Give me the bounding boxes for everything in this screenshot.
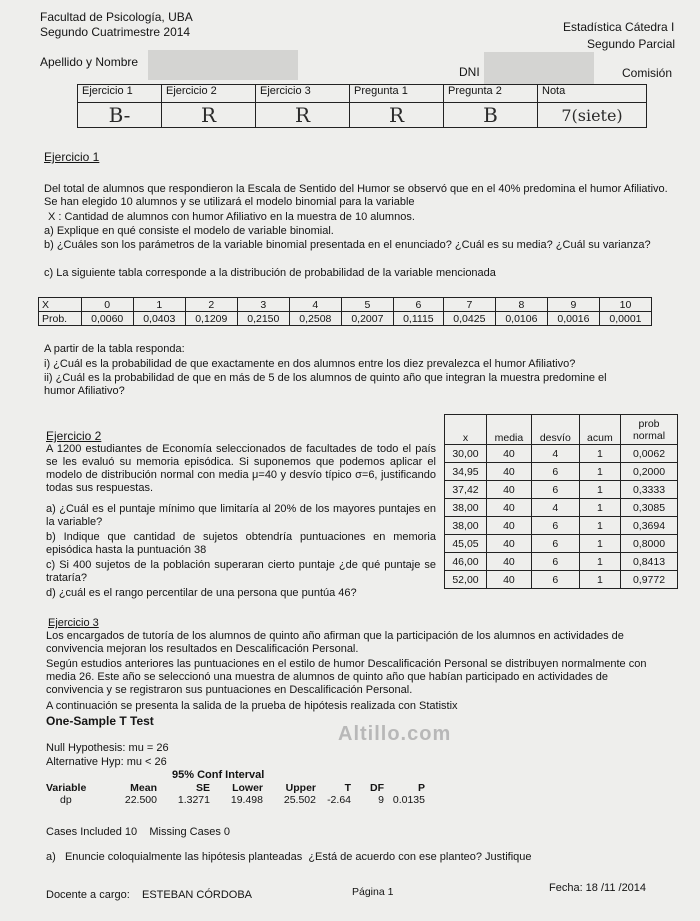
grade-mark: R [256, 103, 350, 128]
ex3-question-a: a) Enuncie coloquialmente las hipótesis planteadas ¿Está de acuerdo con ese planteo? Justifique [46, 851, 532, 863]
ex3-output-title: One-Sample T Test [46, 714, 154, 728]
normal-cell: 38,00 [445, 517, 487, 535]
prob-p-cell: 0,1115 [393, 312, 443, 326]
output-cell: -2.64 [327, 794, 351, 806]
probability-table [38, 297, 652, 326]
prob-p-cell: 0,1209 [185, 312, 237, 326]
prob-p-cell: 0,0106 [495, 312, 547, 326]
prob-p-cell: 0,2007 [341, 312, 393, 326]
prob-x-cell: 10 [599, 298, 651, 312]
output-cell: 9 [378, 794, 384, 806]
prob-p-cell: 0,0016 [547, 312, 599, 326]
normal-cell: 4 [531, 445, 579, 463]
ex1-question-ii: ii) ¿Cuál es la probabilidad de que en más de 5 de los alumnos de quinto año que integran la muestra predomine el humor Afiliativo? [44, 372, 607, 397]
ex2-question-a: a) ¿Cuál es el puntaje mínimo que limitaría al 20% de los mayores puntajes en la variable? [46, 503, 436, 528]
commission-label: Comisión [622, 66, 673, 80]
ex2-question-b: b) Indique que cantidad de sujetos obtendría puntuaciones en memoria episódica hasta la puntuación 38 [46, 531, 436, 556]
output-cell: dp [60, 794, 72, 806]
ex3-title: Ejercicio 3 [48, 617, 99, 629]
normal-cell: 40 [486, 499, 531, 517]
ex1-question-c: c) La siguiente tabla corresponde a la distribución de probabilidad de la variable mencionada [44, 267, 496, 279]
normal-cell: 40 [486, 481, 531, 499]
ex2-question-c: c) Si 400 sujetos de la población superaran cierto puntaje ¿de qué puntaje se trataría? [46, 559, 436, 584]
normal-cell: 1 [579, 463, 620, 481]
dni-label: DNI [459, 65, 480, 79]
ex2-question-d: d) ¿cuál es el rango percentilar de una persona que puntúa 46? [46, 587, 357, 599]
null-hypothesis: Null Hypothesis: mu = 26 [46, 742, 169, 754]
normal-table-header: desvío [531, 415, 579, 445]
ex1-title: Ejercicio 1 [44, 150, 100, 164]
normal-cell: 1 [579, 517, 620, 535]
prob-p-cell: 0,2508 [289, 312, 341, 326]
output-header: Mean [130, 782, 157, 794]
t-test-output [46, 782, 430, 806]
normal-cell: 40 [486, 535, 531, 553]
term-label: Segundo Cuatrimestre 2014 [40, 25, 191, 39]
grade-mark: 7(siete) [538, 103, 647, 128]
output-header: T [344, 782, 351, 794]
prob-p-cell: 0,0425 [443, 312, 495, 326]
teacher-line: Docente a cargo: ESTEBAN CÓRDOBA [46, 889, 253, 901]
normal-cell: 6 [531, 463, 579, 481]
altillo-watermark: Altillo.com [338, 723, 452, 745]
output-header: Upper [285, 782, 316, 794]
normal-cell: 1 [579, 553, 620, 571]
ex3-paragraph-1: Los encargados de tutoría de los alumnos de quinto año afirman que la participación de los alumnos en actividades de convivencia mejoran los resultados en Descalificación Personal. [46, 630, 624, 655]
grade-header: Ejercicio 2 [162, 85, 256, 103]
prob-row-label: Prob. [39, 312, 82, 326]
output-header: Variable [46, 782, 87, 794]
normal-cell: 6 [531, 553, 579, 571]
name-field [148, 50, 298, 80]
grade-header: Nota [538, 85, 647, 103]
grade-mark: R [162, 103, 256, 128]
normal-cell: 0,9772 [621, 571, 678, 589]
normal-cell: 40 [486, 463, 531, 481]
prob-x-cell: 8 [495, 298, 547, 312]
faculty-name: Facultad de Psicología, UBA [40, 10, 193, 24]
normal-cell: 1 [579, 445, 620, 463]
output-header: P [417, 782, 425, 794]
output-cell: 0.0135 [392, 794, 425, 806]
prob-p-cell: 0,0403 [133, 312, 185, 326]
normal-cell: 37,42 [445, 481, 487, 499]
name-label: Apellido y Nombre [40, 55, 139, 69]
normal-cell: 1 [579, 499, 620, 517]
normal-table-header: media [486, 415, 531, 445]
dni-field [484, 52, 594, 84]
normal-cell: 0,0062 [621, 445, 678, 463]
output-cell: 19.498 [230, 794, 263, 806]
normal-table-header: prob normal [621, 415, 678, 445]
output-cell: 22.500 [124, 794, 157, 806]
normal-cell: 0,8000 [621, 535, 678, 553]
prob-x-cell: 0 [81, 298, 133, 312]
normal-cell: 0,2000 [621, 463, 678, 481]
prob-x-cell: 6 [393, 298, 443, 312]
normal-cell: 38,00 [445, 499, 487, 517]
grade-mark: R [350, 103, 444, 128]
normal-cell: 46,00 [445, 553, 487, 571]
normal-cell: 6 [531, 517, 579, 535]
normal-cell: 40 [486, 571, 531, 589]
ex3-paragraph-2: Según estudios anteriores las puntuaciones en el estilo de humor Descalificación Personal se distribuyen normalmente con media 26. Este año se seleccionó una muestra de alumnos de quinto año que habían participado en actividades de convivencia y se registraron sus puntuaciones en Descalificación Personal. [46, 658, 647, 696]
cases-line: Cases Included 10 Missing Cases 0 [46, 826, 231, 838]
normal-cell: 4 [531, 499, 579, 517]
prob-x-cell: 1 [133, 298, 185, 312]
ex1-question-b: b) ¿Cuáles son los parámetros de la variable binomial presentada en el enunciado? ¿Cuál es su media? ¿Cuál su varianza? [44, 239, 651, 251]
normal-cell: 40 [486, 553, 531, 571]
output-header: SE [195, 782, 210, 794]
normal-cell: 1 [579, 481, 620, 499]
ex3-paragraph-3: A continuación se presenta la salida de la prueba de hipótesis realizada con Statistix [46, 700, 458, 712]
alternative-hypothesis: Alternative Hyp: mu < 26 [46, 756, 167, 768]
normal-table [444, 414, 678, 589]
normal-cell: 0,3694 [621, 517, 678, 535]
normal-cell: 45,05 [445, 535, 487, 553]
ex1-from-table: A partir de la tabla responda: [44, 343, 185, 355]
normal-cell: 6 [531, 535, 579, 553]
grade-mark: B- [78, 103, 162, 128]
page-number: Página 1 [352, 886, 394, 898]
grade-header: Ejercicio 3 [256, 85, 350, 103]
ex1-question-a: a) Explique en qué consiste el modelo de variable binomial. [44, 225, 334, 237]
normal-cell: 0,3333 [621, 481, 678, 499]
ex1-intro: Del total de alumnos que respondieron la Escala de Sentido del Humor se observó que en el 40% predomina el humor Afiliativo. Se han elegido 10 alumnos y se utilizará el modelo binomial para la variable [44, 183, 668, 208]
prob-x-cell: 9 [547, 298, 599, 312]
ex1-question-i: i) ¿Cuál es la probabilidad de que exactamente en dos alumnos entre los diez prevalezca el humor Afiliativo? [44, 358, 576, 370]
normal-table-header: acum [579, 415, 620, 445]
prob-x-cell: 7 [443, 298, 495, 312]
ci-label: 95% Conf Interval [172, 769, 265, 781]
course-name: Estadística Cátedra I [563, 20, 675, 34]
normal-cell: 1 [579, 535, 620, 553]
output-header: Lower [232, 782, 263, 794]
normal-cell: 52,00 [445, 571, 487, 589]
grade-header: Ejercicio 1 [78, 85, 162, 103]
prob-row-label: X [39, 298, 82, 312]
ex1-x-definition: X : Cantidad de alumnos con humor Afiliativo en la muestra de 10 alumnos. [48, 211, 415, 223]
normal-table-header: x [445, 415, 487, 445]
prob-x-cell: 2 [185, 298, 237, 312]
normal-cell: 30,00 [445, 445, 487, 463]
ex2-title: Ejercicio 2 [46, 429, 102, 443]
prob-p-cell: 0,0060 [81, 312, 133, 326]
output-cell: 1.3271 [177, 794, 210, 806]
prob-p-cell: 0,2150 [237, 312, 289, 326]
prob-x-cell: 4 [289, 298, 341, 312]
normal-cell: 6 [531, 481, 579, 499]
prob-x-cell: 3 [237, 298, 289, 312]
output-cell: 25.502 [283, 794, 316, 806]
grades-table [77, 84, 647, 128]
normal-cell: 40 [486, 445, 531, 463]
normal-cell: 1 [579, 571, 620, 589]
exam-name: Segundo Parcial [587, 37, 676, 51]
normal-cell: 40 [486, 517, 531, 535]
grade-header: Pregunta 2 [444, 85, 538, 103]
prob-p-cell: 0,0001 [599, 312, 651, 326]
normal-cell: 0,8413 [621, 553, 678, 571]
normal-cell: 34,95 [445, 463, 487, 481]
normal-cell: 6 [531, 571, 579, 589]
grade-header: Pregunta 1 [350, 85, 444, 103]
ex2-intro: A 1200 estudiantes de Economía seleccionados de facultades de todo el país se les evaluó su memoria episódica. Si suponemos que podemos aplicar el modelo de distribución normal con media μ=40 y desvío típico σ=6, justificando todas sus respuestas. [46, 443, 436, 494]
prob-x-cell: 5 [341, 298, 393, 312]
normal-cell: 0,3085 [621, 499, 678, 517]
grade-mark: B [444, 103, 538, 128]
exam-date: Fecha: 18 /11 /2014 [549, 882, 647, 894]
output-header: DF [370, 782, 384, 794]
